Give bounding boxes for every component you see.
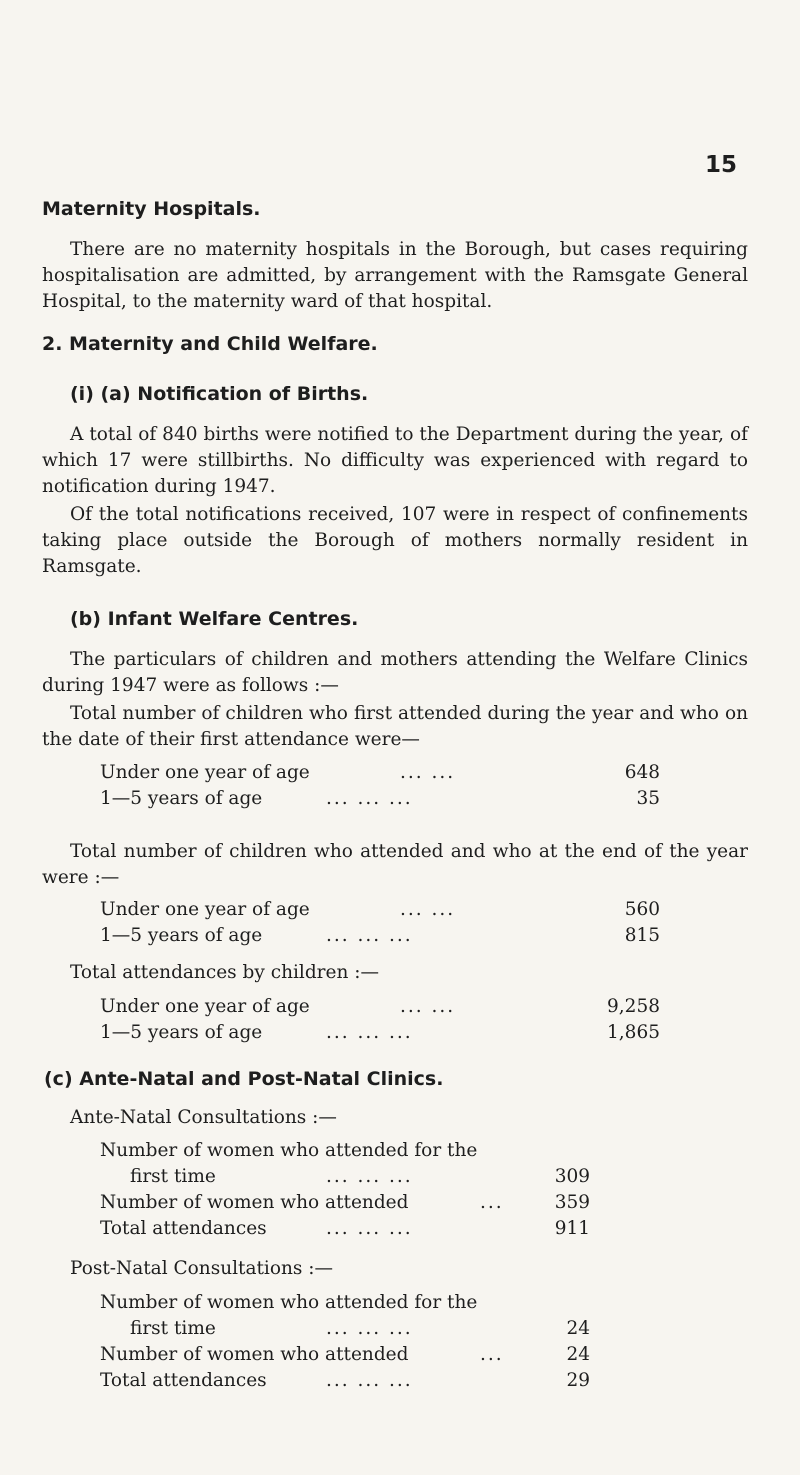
ante-natal-label: Ante-Natal Consultations :— xyxy=(70,1107,337,1128)
post-total-row xyxy=(100,1370,700,1396)
row-value: 309 xyxy=(554,1166,590,1187)
leader-dots: ... xyxy=(480,1192,504,1213)
page-number: 15 xyxy=(705,152,738,178)
row-label: Total attendances xyxy=(100,1218,267,1239)
leader-dots: ... ... xyxy=(400,899,456,920)
ante-attended-row xyxy=(100,1192,700,1218)
attendances-row-under-one xyxy=(100,996,700,1022)
row-value: 9,258 xyxy=(607,996,660,1017)
leader-dots: ... ... ... xyxy=(326,1166,413,1187)
row-value: 359 xyxy=(554,1192,590,1213)
infant-welfare-intro xyxy=(42,647,748,699)
attendances-row-one-five xyxy=(100,1022,700,1048)
post-first-time-line1: Number of women who attended for the xyxy=(100,1292,478,1313)
leader-dots: ... ... xyxy=(400,762,456,783)
leader-dots: ... ... ... xyxy=(326,1022,413,1043)
ante-post-natal-heading: (c) Ante-Natal and Post-Natal Clinics. xyxy=(44,1068,444,1090)
maternity-child-welfare-heading: 2. Maternity and Child Welfare. xyxy=(42,333,378,355)
ante-first-time-line1: Number of women who attended for the xyxy=(100,1140,478,1161)
row-label: first time xyxy=(130,1166,216,1187)
post-natal-label: Post-Natal Consultations :— xyxy=(70,1258,334,1279)
leader-dots: ... ... ... xyxy=(326,1318,413,1339)
end-of-year-label xyxy=(42,839,748,891)
row-label: 1—5 years of age xyxy=(100,788,263,809)
first-attended-row-one-five xyxy=(100,788,700,814)
leader-dots: ... ... ... xyxy=(326,1218,413,1239)
row-label: Number of women who attended xyxy=(100,1344,409,1365)
notification-births-para2 xyxy=(42,502,748,580)
maternity-hospitals-paragraph: There are no maternity hospitals in the Borough, but cases requiring hospitalisation are admitted, by arrangement with the Ramsgate General Hospital, to the maternity ward of that hospital. xyxy=(42,239,748,312)
ante-first-time-row xyxy=(130,1166,700,1192)
notification-births-paragraph-1: A total of 840 births were notified to the Department during the year, of which 17 were stillbirths. No difficulty was experienced with regard to notification during 1947. xyxy=(42,424,748,497)
row-value: 1,865 xyxy=(607,1022,660,1043)
leader-dots: ... ... ... xyxy=(326,1370,413,1391)
leader-dots: ... xyxy=(480,1344,504,1365)
post-attended-row xyxy=(100,1344,700,1370)
row-value: 560 xyxy=(624,899,660,920)
row-label: first time xyxy=(130,1318,216,1339)
first-attended-label-text: Total number of children who first attended during the year and who on the date of their first attendance were— xyxy=(42,703,748,750)
row-label: Under one year of age xyxy=(100,996,310,1017)
row-value: 648 xyxy=(624,762,660,783)
end-of-year-row-one-five xyxy=(100,925,700,951)
end-of-year-label-text: Total number of children who attended and who at the end of the year were :— xyxy=(42,841,748,888)
end-of-year-row-under-one xyxy=(100,899,700,925)
row-value: 815 xyxy=(624,925,660,946)
row-label: Under one year of age xyxy=(100,899,310,920)
row-label: Total attendances xyxy=(100,1370,267,1391)
leader-dots: ... ... ... xyxy=(326,925,413,946)
row-value: 911 xyxy=(554,1218,590,1239)
leader-dots: ... ... ... xyxy=(326,788,413,809)
post-first-time-row xyxy=(130,1318,700,1344)
notification-births-para1 xyxy=(42,422,748,500)
infant-welfare-intro-text: The particulars of children and mothers attending the Welfare Clinics during 1947 were as follows :— xyxy=(42,649,748,696)
row-label: Under one year of age xyxy=(100,762,310,783)
row-value: 35 xyxy=(636,788,660,809)
ante-total-row xyxy=(100,1218,700,1244)
row-label: Number of women who attended xyxy=(100,1192,409,1213)
row-value: 24 xyxy=(566,1344,590,1365)
infant-welfare-heading: (b) Infant Welfare Centres. xyxy=(70,608,359,630)
row-label: 1—5 years of age xyxy=(100,925,263,946)
row-value: 24 xyxy=(566,1318,590,1339)
row-label: 1—5 years of age xyxy=(100,1022,263,1043)
first-attended-row-under-one xyxy=(100,762,700,788)
maternity-hospitals-heading: Maternity Hospitals. xyxy=(42,198,261,220)
leader-dots: ... ... xyxy=(400,996,456,1017)
notification-births-paragraph-2: Of the total notifications received, 107 were in respect of confinements taking place outside the Borough of mothers normally resident in Ramsgate. xyxy=(42,504,748,577)
attendances-label: Total attendances by children :— xyxy=(70,962,379,983)
first-attended-label xyxy=(42,701,748,753)
notification-births-heading: (i) (a) Notification of Births. xyxy=(70,383,369,405)
maternity-hospitals-text xyxy=(42,237,748,315)
row-value: 29 xyxy=(566,1370,590,1391)
